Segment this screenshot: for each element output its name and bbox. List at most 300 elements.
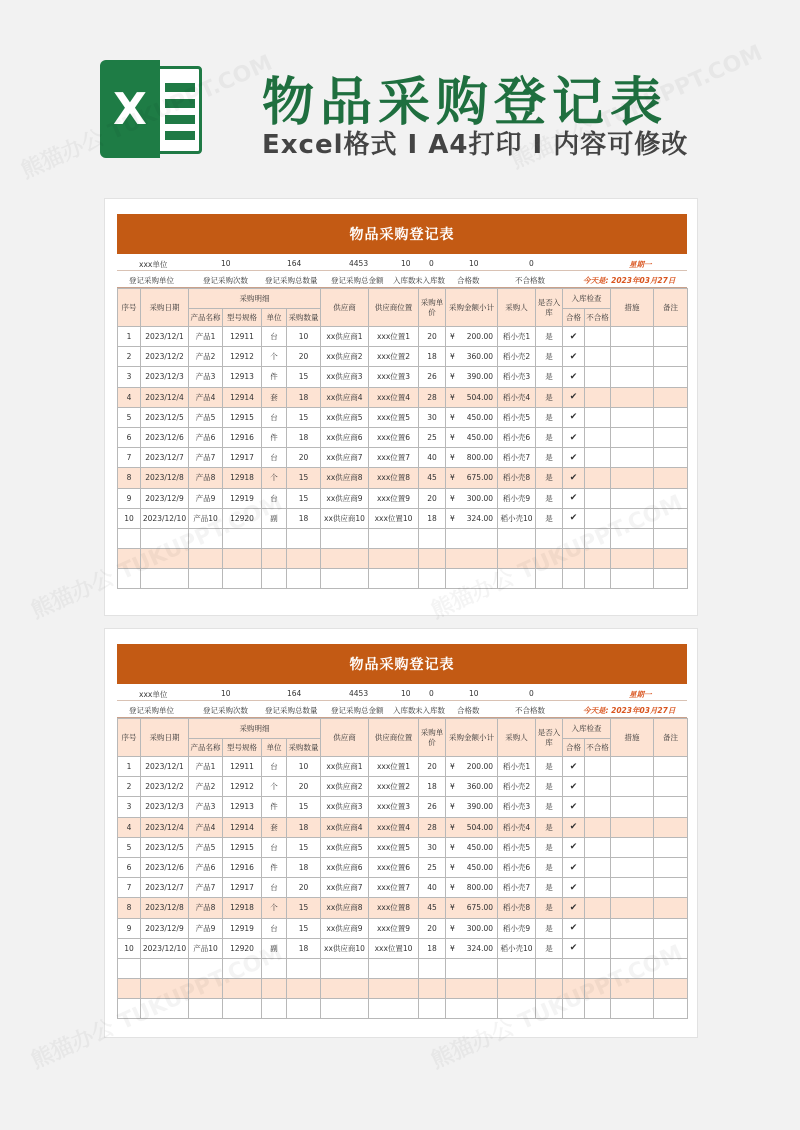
cell-empty <box>585 797 611 817</box>
currency-symbol: ¥ <box>450 822 455 832</box>
cell-seq: 2 <box>118 777 141 797</box>
check-icon: ✔ <box>563 857 585 877</box>
cell-empty <box>189 569 223 589</box>
label-amount: 登记采购总金额 <box>331 276 384 285</box>
check-icon: ✔ <box>563 407 585 427</box>
cell-empty <box>654 387 688 407</box>
summary-unqualified: 0 <box>529 689 534 698</box>
cell-price: 30 <box>419 407 446 427</box>
cell-location: xxx位置10 <box>369 508 419 528</box>
cell-empty <box>419 958 446 978</box>
cell-model: 12914 <box>223 817 262 837</box>
cell-seq: 4 <box>118 817 141 837</box>
cell-empty <box>585 898 611 918</box>
cell-qty: 15 <box>287 898 321 918</box>
cell-empty <box>585 347 611 367</box>
cell-stocked: 是 <box>536 367 563 387</box>
cell-empty <box>141 958 189 978</box>
table-row <box>118 777 688 797</box>
summary-not-in-stock: 0 <box>429 259 434 268</box>
cell-model: 12918 <box>223 468 262 488</box>
label-qualified: 合格数 <box>457 706 480 715</box>
cell-qty: 15 <box>287 468 321 488</box>
label-count: 登记采购次数 <box>203 276 248 285</box>
cell-unit: 套 <box>262 817 287 837</box>
cell-supplier: xx供应商5 <box>321 837 369 857</box>
cell-unit: 副 <box>262 938 287 958</box>
amount-value: 360.00 <box>466 352 493 362</box>
currency-symbol: ¥ <box>450 392 455 402</box>
table-body <box>118 327 688 589</box>
cell-amount <box>446 857 498 877</box>
check-icon: ✔ <box>563 468 585 488</box>
currency-symbol: ¥ <box>450 493 455 503</box>
cell-product: 产品2 <box>189 777 223 797</box>
cell-supplier: xx供应商6 <box>321 427 369 447</box>
cell-empty <box>654 958 688 978</box>
cell-seq: 5 <box>118 407 141 427</box>
cell-supplier: xx供应商4 <box>321 817 369 837</box>
amount-value: 300.00 <box>466 493 493 503</box>
label-unqualified: 不合格数 <box>515 706 545 715</box>
cell-empty <box>585 938 611 958</box>
cell-stocked: 是 <box>536 918 563 938</box>
cell-unit: 台 <box>262 448 287 468</box>
header-detail: 采购明细 <box>189 289 321 309</box>
cell-buyer: 稻小壳8 <box>498 898 536 918</box>
currency-symbol: ¥ <box>450 842 455 852</box>
header-location: 供应商位置 <box>369 719 419 757</box>
sheet-inner <box>117 644 687 1019</box>
header-fail: 不合格 <box>585 739 611 757</box>
cell-empty <box>654 407 688 427</box>
cell-price: 30 <box>419 837 446 857</box>
cell-empty <box>498 569 536 589</box>
cell-date: 2023/12/5 <box>141 837 189 857</box>
cell-empty <box>611 918 654 938</box>
cell-empty <box>585 327 611 347</box>
cell-supplier: xx供应商8 <box>321 898 369 918</box>
header-detail: 采购明细 <box>189 719 321 739</box>
check-icon: ✔ <box>563 387 585 407</box>
header-seq: 序号 <box>118 719 141 757</box>
cell-unit: 套 <box>262 387 287 407</box>
table-row <box>118 427 688 447</box>
cell-empty <box>369 549 419 569</box>
summary-count: 10 <box>221 259 231 268</box>
cell-empty <box>321 979 369 999</box>
cell-seq: 7 <box>118 448 141 468</box>
cell-amount <box>446 468 498 488</box>
summary-weekday: 星期一 <box>629 260 652 269</box>
cell-empty <box>611 549 654 569</box>
cell-model: 12912 <box>223 777 262 797</box>
cell-amount <box>446 878 498 898</box>
table-row <box>118 878 688 898</box>
cell-empty <box>369 569 419 589</box>
cell-model: 12920 <box>223 508 262 528</box>
table-row <box>118 797 688 817</box>
cell-qty: 15 <box>287 488 321 508</box>
cell-seq: 5 <box>118 837 141 857</box>
label-quantity: 登记采购总数量 <box>265 276 318 285</box>
cell-empty <box>654 528 688 548</box>
cell-stocked: 是 <box>536 427 563 447</box>
cell-empty <box>585 817 611 837</box>
amount-value: 800.00 <box>466 883 493 893</box>
cell-amount <box>446 407 498 427</box>
currency-symbol: ¥ <box>450 923 455 933</box>
cell-qty: 10 <box>287 327 321 347</box>
currency-symbol: ¥ <box>450 903 455 913</box>
table-row <box>118 347 688 367</box>
cell-empty <box>585 979 611 999</box>
cell-price: 20 <box>419 488 446 508</box>
cell-seq: 8 <box>118 468 141 488</box>
summary-values <box>117 685 687 701</box>
cell-buyer: 稻小壳5 <box>498 407 536 427</box>
currency-symbol: ¥ <box>450 412 455 422</box>
cell-buyer: 稻小壳3 <box>498 797 536 817</box>
label-not-in-stock: 未入库数 <box>415 706 445 715</box>
cell-empty <box>118 999 141 1019</box>
summary-amount: 4453 <box>349 259 369 268</box>
purchase-table <box>117 288 688 589</box>
cell-empty <box>654 878 688 898</box>
cell-empty <box>611 448 654 468</box>
cell-stocked: 是 <box>536 817 563 837</box>
cell-amount <box>446 448 498 468</box>
cell-model: 12919 <box>223 488 262 508</box>
cell-product: 产品5 <box>189 837 223 857</box>
table-row <box>118 528 688 548</box>
currency-symbol: ¥ <box>450 863 455 873</box>
cell-unit: 个 <box>262 898 287 918</box>
cell-supplier: xx供应商2 <box>321 347 369 367</box>
cell-empty <box>563 999 585 1019</box>
cell-empty <box>585 837 611 857</box>
cell-empty <box>563 528 585 548</box>
cell-supplier: xx供应商6 <box>321 857 369 877</box>
cell-location: xxx位置1 <box>369 327 419 347</box>
page-subtitle: Excel格式 I A4打印 I 内容可修改 <box>262 130 689 160</box>
cell-unit: 台 <box>262 327 287 347</box>
cell-model: 12915 <box>223 407 262 427</box>
cell-date: 2023/12/4 <box>141 387 189 407</box>
cell-qty: 18 <box>287 938 321 958</box>
cell-seq: 10 <box>118 938 141 958</box>
currency-symbol: ¥ <box>450 372 455 382</box>
cell-qty: 10 <box>287 757 321 777</box>
cell-empty <box>585 427 611 447</box>
cell-location: xxx位置3 <box>369 797 419 817</box>
cell-empty <box>223 528 262 548</box>
cell-location: xxx位置4 <box>369 387 419 407</box>
cell-supplier: xx供应商9 <box>321 918 369 938</box>
cell-empty <box>446 569 498 589</box>
cell-date: 2023/12/6 <box>141 857 189 877</box>
cell-unit: 个 <box>262 347 287 367</box>
cell-empty <box>654 448 688 468</box>
cell-empty <box>611 757 654 777</box>
cell-buyer: 稻小壳3 <box>498 367 536 387</box>
header-remark: 备注 <box>654 719 688 757</box>
page-title: 物品采购登记表 <box>262 73 669 133</box>
cell-date: 2023/12/9 <box>141 918 189 938</box>
cell-qty: 15 <box>287 837 321 857</box>
cell-empty <box>611 569 654 589</box>
cell-unit: 台 <box>262 407 287 427</box>
cell-supplier: xx供应商2 <box>321 777 369 797</box>
header-stocked: 是否入库 <box>536 719 563 757</box>
label-amount: 登记采购总金额 <box>331 706 384 715</box>
cell-empty <box>223 979 262 999</box>
header-date: 采购日期 <box>141 289 189 327</box>
cell-empty <box>321 999 369 1019</box>
cell-model: 12917 <box>223 878 262 898</box>
cell-empty <box>223 958 262 978</box>
header-product: 产品名称 <box>189 739 223 757</box>
excel-logo-letter: X <box>100 60 160 158</box>
cell-seq: 4 <box>118 387 141 407</box>
label-in-stock: 入库数 <box>393 276 416 285</box>
cell-stocked: 是 <box>536 837 563 857</box>
cell-product: 产品2 <box>189 347 223 367</box>
cell-stocked: 是 <box>536 347 563 367</box>
summary-unit: xxx单位 <box>139 690 168 699</box>
cell-seq: 1 <box>118 327 141 347</box>
cell-empty <box>585 878 611 898</box>
cell-empty <box>654 817 688 837</box>
cell-supplier: xx供应商5 <box>321 407 369 427</box>
cell-qty: 15 <box>287 797 321 817</box>
cell-buyer: 稻小壳4 <box>498 387 536 407</box>
label-not-in-stock: 未入库数 <box>415 276 445 285</box>
cell-empty <box>321 549 369 569</box>
cell-stocked: 是 <box>536 327 563 347</box>
cell-empty <box>585 918 611 938</box>
cell-model: 12914 <box>223 387 262 407</box>
cell-empty <box>654 837 688 857</box>
cell-unit: 件 <box>262 367 287 387</box>
cell-product: 产品10 <box>189 508 223 528</box>
cell-supplier: xx供应商7 <box>321 878 369 898</box>
currency-symbol: ¥ <box>450 453 455 463</box>
cell-qty: 20 <box>287 878 321 898</box>
cell-empty <box>118 549 141 569</box>
cell-price: 40 <box>419 448 446 468</box>
summary-labels <box>117 271 687 287</box>
cell-product: 产品8 <box>189 468 223 488</box>
cell-seq: 6 <box>118 857 141 877</box>
cell-empty <box>654 999 688 1019</box>
cell-amount <box>446 918 498 938</box>
currency-symbol: ¥ <box>450 762 455 772</box>
cell-supplier: xx供应商4 <box>321 387 369 407</box>
cell-empty <box>189 528 223 548</box>
cell-empty <box>419 979 446 999</box>
cell-product: 产品7 <box>189 448 223 468</box>
cell-empty <box>369 979 419 999</box>
header-supplier: 供应商 <box>321 289 369 327</box>
cell-empty <box>287 999 321 1019</box>
label-quantity: 登记采购总数量 <box>265 706 318 715</box>
cell-amount <box>446 427 498 447</box>
amount-value: 390.00 <box>466 372 493 382</box>
cell-empty <box>611 878 654 898</box>
cell-date: 2023/12/8 <box>141 898 189 918</box>
cell-empty <box>223 549 262 569</box>
cell-location: xxx位置8 <box>369 468 419 488</box>
cell-model: 12916 <box>223 857 262 877</box>
cell-location: xxx位置8 <box>369 898 419 918</box>
cell-supplier: xx供应商3 <box>321 367 369 387</box>
currency-symbol: ¥ <box>450 473 455 483</box>
cell-location: xxx位置5 <box>369 837 419 857</box>
amount-value: 390.00 <box>466 802 493 812</box>
amount-value: 324.00 <box>466 513 493 523</box>
cell-empty <box>536 549 563 569</box>
header-price: 采购单价 <box>419 719 446 757</box>
cell-price: 28 <box>419 387 446 407</box>
cell-unit: 台 <box>262 878 287 898</box>
cell-empty <box>536 979 563 999</box>
cell-qty: 18 <box>287 427 321 447</box>
cell-stocked: 是 <box>536 938 563 958</box>
cell-empty <box>321 528 369 548</box>
cell-unit: 副 <box>262 508 287 528</box>
check-icon: ✔ <box>563 757 585 777</box>
cell-empty <box>654 488 688 508</box>
summary-section <box>117 254 687 288</box>
cell-empty <box>118 958 141 978</box>
cell-empty <box>611 387 654 407</box>
cell-seq: 7 <box>118 878 141 898</box>
cell-price: 18 <box>419 938 446 958</box>
cell-stocked: 是 <box>536 857 563 877</box>
cell-empty <box>563 979 585 999</box>
header-buyer: 采购人 <box>498 719 536 757</box>
table-row <box>118 898 688 918</box>
cell-unit: 件 <box>262 857 287 877</box>
cell-location: xxx位置1 <box>369 757 419 777</box>
cell-empty <box>369 958 419 978</box>
cell-empty <box>262 958 287 978</box>
cell-buyer: 稻小壳9 <box>498 918 536 938</box>
cell-buyer: 稻小壳7 <box>498 448 536 468</box>
cell-price: 20 <box>419 918 446 938</box>
cell-date: 2023/12/10 <box>141 508 189 528</box>
table-row <box>118 327 688 347</box>
cell-model: 12918 <box>223 898 262 918</box>
cell-product: 产品8 <box>189 898 223 918</box>
table-row <box>118 999 688 1019</box>
cell-empty <box>419 528 446 548</box>
cell-empty <box>654 797 688 817</box>
cell-empty <box>419 999 446 1019</box>
summary-count: 10 <box>221 689 231 698</box>
cell-supplier: xx供应商10 <box>321 508 369 528</box>
cell-unit: 件 <box>262 797 287 817</box>
cell-seq: 6 <box>118 427 141 447</box>
cell-price: 26 <box>419 367 446 387</box>
cell-seq: 3 <box>118 797 141 817</box>
cell-empty <box>563 549 585 569</box>
cell-empty <box>498 549 536 569</box>
cell-empty <box>611 817 654 837</box>
summary-values <box>117 255 687 271</box>
cell-unit: 台 <box>262 837 287 857</box>
cell-empty <box>287 528 321 548</box>
summary-unqualified: 0 <box>529 259 534 268</box>
cell-empty <box>321 569 369 589</box>
cell-buyer: 稻小壳2 <box>498 347 536 367</box>
cell-stocked: 是 <box>536 898 563 918</box>
table-row <box>118 938 688 958</box>
cell-model: 12911 <box>223 757 262 777</box>
cell-seq: 1 <box>118 757 141 777</box>
cell-empty <box>536 958 563 978</box>
amount-value: 450.00 <box>466 433 493 443</box>
cell-empty <box>118 528 141 548</box>
cell-empty <box>287 549 321 569</box>
cell-empty <box>223 569 262 589</box>
cell-amount <box>446 508 498 528</box>
cell-price: 28 <box>419 817 446 837</box>
cell-empty <box>262 999 287 1019</box>
cell-location: xxx位置3 <box>369 367 419 387</box>
cell-empty <box>536 569 563 589</box>
cell-empty <box>585 999 611 1019</box>
cell-empty <box>141 549 189 569</box>
cell-empty <box>611 999 654 1019</box>
cell-empty <box>563 569 585 589</box>
cell-empty <box>223 999 262 1019</box>
table-row <box>118 549 688 569</box>
currency-symbol: ¥ <box>450 883 455 893</box>
cell-buyer: 稻小壳7 <box>498 878 536 898</box>
currency-symbol: ¥ <box>450 352 455 362</box>
cell-seq: 10 <box>118 508 141 528</box>
cell-date: 2023/12/7 <box>141 448 189 468</box>
check-icon: ✔ <box>563 327 585 347</box>
sheet-banner: 物品采购登记表 <box>117 644 687 684</box>
header-subtotal: 采购金额小计 <box>446 289 498 327</box>
cell-empty <box>189 549 223 569</box>
cell-product: 产品3 <box>189 797 223 817</box>
header-unit: 单位 <box>262 309 287 327</box>
check-icon: ✔ <box>563 837 585 857</box>
cell-amount <box>446 488 498 508</box>
cell-empty <box>654 347 688 367</box>
currency-symbol: ¥ <box>450 332 455 342</box>
cell-empty <box>189 958 223 978</box>
summary-quantity: 164 <box>287 689 302 698</box>
cell-product: 产品6 <box>189 427 223 447</box>
amount-value: 675.00 <box>466 473 493 483</box>
sheet-inner <box>117 214 687 589</box>
cell-price: 25 <box>419 427 446 447</box>
amount-value: 450.00 <box>466 863 493 873</box>
cell-empty <box>654 569 688 589</box>
cell-location: xxx位置4 <box>369 817 419 837</box>
cell-empty <box>611 979 654 999</box>
table-row <box>118 757 688 777</box>
check-icon: ✔ <box>563 918 585 938</box>
summary-qualified: 10 <box>469 259 479 268</box>
cell-buyer: 稻小壳8 <box>498 468 536 488</box>
cell-empty <box>369 999 419 1019</box>
